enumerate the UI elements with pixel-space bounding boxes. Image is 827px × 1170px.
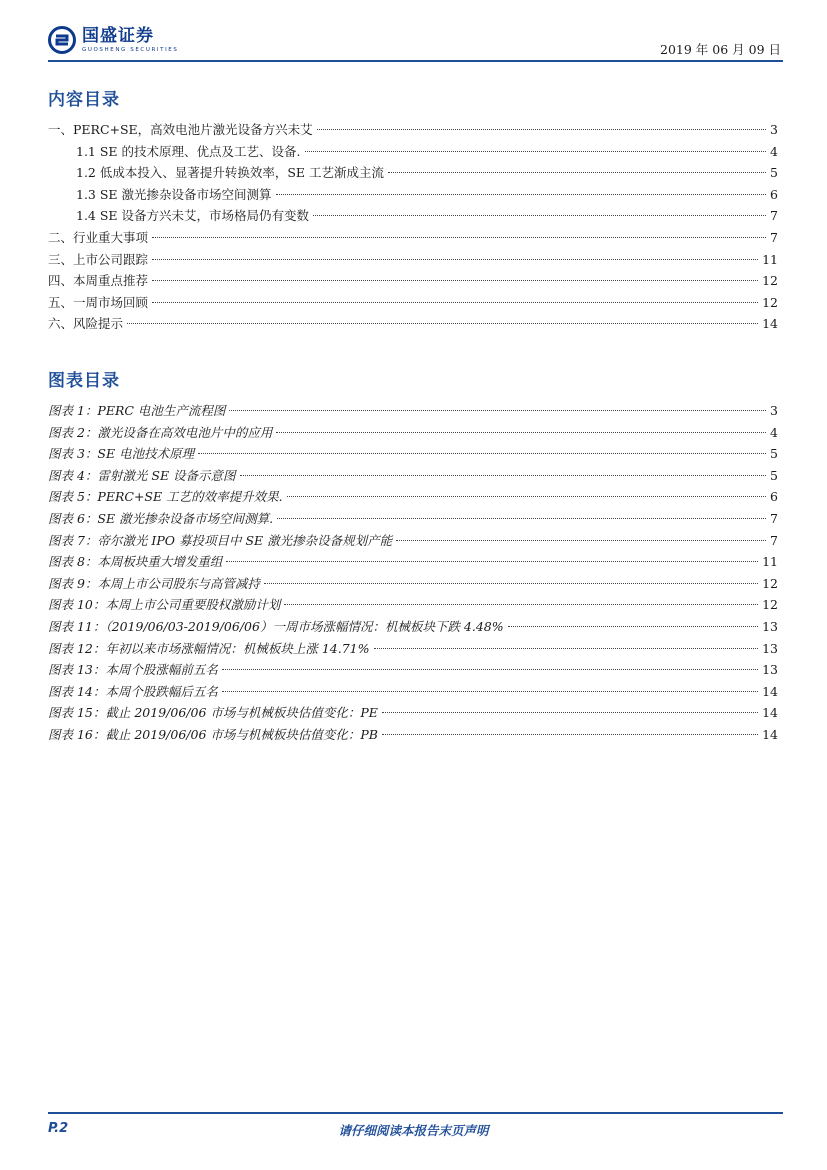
figure-entry-label: 图表 14：本周个股跌幅后五名: [48, 683, 218, 699]
figure-entry-label: 图表 11：（2019/06/03-2019/06/06）一周市场涨幅情况：机械板块下跌 4.48%: [48, 618, 504, 634]
figure-entry-page: 13: [762, 662, 778, 678]
figure-entry-label: 图表 9：本周上市公司股东与高管减持: [48, 575, 260, 591]
figure-entry-page: 14: [762, 705, 778, 721]
company-logo: [48, 26, 178, 54]
toc-entry-page: 14: [762, 316, 778, 332]
toc-entry[interactable]: [48, 184, 778, 206]
toc-entry[interactable]: [48, 249, 778, 271]
figure-entry-label: 图表 3：SE 电池技术原理: [48, 446, 195, 462]
figure-entry[interactable]: [48, 443, 778, 465]
figure-entry[interactable]: [48, 551, 778, 573]
dot-leader: [317, 129, 766, 130]
figure-entry-label: 图表 1：PERC 电池生产流程图: [48, 403, 226, 418]
toc-entry[interactable]: [48, 313, 778, 335]
dot-leader: [222, 669, 758, 670]
page-header: [48, 26, 783, 62]
toc-entry[interactable]: [48, 270, 778, 292]
toc-entry-label: 二、行业重大事项: [48, 229, 149, 245]
dot-leader: [374, 648, 759, 649]
figure-entry-page: 7: [770, 510, 778, 526]
toc-entry[interactable]: [48, 119, 778, 141]
toc-entry-page: 5: [770, 165, 778, 181]
dot-leader: [152, 259, 758, 260]
report-date: 2019 年 06 月 09 日: [660, 42, 781, 57]
logo-chinese-name: 国盛证券: [82, 26, 154, 46]
figure-entry-page: 14: [762, 726, 778, 742]
toc-entry[interactable]: [48, 205, 778, 227]
dot-leader: [287, 496, 767, 497]
figure-entry[interactable]: [48, 616, 778, 638]
figure-entry[interactable]: [48, 594, 778, 616]
figure-entry-label: 图表 4：雷射激光 SE 设备示意图: [48, 467, 236, 483]
toc-entry[interactable]: [48, 227, 778, 249]
toc-entry-label: 1.1 SE 的技术原理、优点及工艺、设备.: [76, 143, 301, 159]
figures-title: 图表目录: [48, 371, 120, 391]
dot-leader: [152, 280, 758, 281]
logo-mark-icon: [48, 26, 76, 54]
dot-leader: [388, 172, 766, 173]
dot-leader: [226, 561, 758, 562]
figure-entry[interactable]: [48, 724, 778, 746]
figure-entry-label: 图表 7：帝尔激光 IPO 募投项目中 SE 激光掺杂设备规划产能: [48, 532, 393, 548]
toc-entry-page: 6: [770, 186, 778, 202]
dot-leader: [222, 691, 758, 692]
figure-entry-page: 14: [762, 683, 778, 699]
toc-entry-page: 7: [770, 229, 778, 245]
dot-leader: [313, 215, 766, 216]
figure-entry[interactable]: [48, 465, 778, 487]
figure-entry[interactable]: [48, 508, 778, 530]
dot-leader: [264, 583, 758, 584]
toc-entry-label: 六、风险提示: [48, 316, 124, 332]
figure-entry[interactable]: [48, 422, 778, 444]
figure-entry-label: 图表 15：截止 2019/06/06 市场与机械板块估值变化：PE: [48, 705, 378, 721]
toc-entry[interactable]: [48, 141, 778, 163]
toc-entry-label: 五、一周市场回顾: [48, 294, 149, 310]
toc-entry-label: 一、PERC+SE，高效电池片激光设备方兴未艾: [48, 122, 313, 137]
dot-leader: [152, 302, 758, 303]
dot-leader: [284, 604, 758, 605]
toc-entry-label: 1.4 SE 设备方兴未艾，市场格局仍有变数: [76, 208, 310, 224]
toc-entry-label: 四、本周重点推荐: [48, 273, 149, 289]
footer-divider: [48, 1112, 783, 1114]
toc-entry-page: 3: [770, 122, 778, 137]
figure-entry[interactable]: [48, 486, 778, 508]
dot-leader: [240, 475, 766, 476]
figure-entry[interactable]: [48, 702, 778, 724]
toc-entry-label: 三、上市公司跟踪: [48, 251, 149, 267]
dot-leader: [382, 734, 758, 735]
figure-entry[interactable]: [48, 400, 778, 422]
figure-entry-label: 图表 8：本周板块重大增发重组: [48, 554, 223, 570]
toc-entry[interactable]: [48, 162, 778, 184]
contents-list: [48, 119, 778, 335]
toc-entry-label: 1.2 低成本投入、显著提升转换效率，SE 工艺渐成主流: [76, 165, 385, 181]
figure-entry-page: 3: [770, 403, 778, 418]
toc-entry-page: 12: [762, 273, 778, 289]
dot-leader: [382, 712, 758, 713]
figure-entry[interactable]: [48, 659, 778, 681]
toc-entry-label: 1.3 SE 激光掺杂设备市场空间测算: [76, 186, 272, 202]
dot-leader: [152, 237, 766, 238]
dot-leader: [276, 432, 766, 433]
dot-leader: [127, 323, 758, 324]
dot-leader: [396, 540, 766, 541]
figure-entry[interactable]: [48, 573, 778, 595]
figures-list: [48, 400, 778, 746]
dot-leader: [305, 151, 767, 152]
figure-entry-page: 13: [762, 640, 778, 656]
dot-leader: [198, 453, 766, 454]
toc-entry-page: 11: [762, 251, 778, 267]
figure-entry-page: 6: [770, 489, 778, 505]
dot-leader: [508, 626, 758, 627]
figure-entry-label: 图表 2：激光设备在高效电池片中的应用: [48, 424, 273, 440]
dot-leader: [277, 518, 766, 519]
figure-entry-label: 图表 5：PERC+SE 工艺的效率提升效果.: [48, 489, 283, 505]
figure-entry-page: 12: [762, 597, 778, 613]
figure-entry-page: 5: [770, 467, 778, 483]
dot-leader: [229, 410, 766, 411]
figure-entry-label: 图表 16：截止 2019/06/06 市场与机械板块估值变化：PB: [48, 726, 378, 742]
figure-entry-label: 图表 13：本周个股涨幅前五名: [48, 662, 218, 678]
page-number: P.2: [48, 1121, 69, 1136]
contents-title: 内容目录: [48, 90, 120, 110]
disclaimer-notice: 请仔细阅读本报告末页声明: [338, 1123, 489, 1138]
figure-entry-label: 图表 12：年初以来市场涨幅情况：机械板块上涨 14.71%: [48, 640, 370, 656]
figure-entry-label: 图表 6：SE 激光掺杂设备市场空间测算.: [48, 510, 274, 526]
toc-entry-page: 12: [762, 294, 778, 310]
figure-entry[interactable]: [48, 681, 778, 703]
figure-entry-page: 11: [762, 554, 778, 570]
dot-leader: [276, 194, 767, 195]
toc-entry-page: 4: [770, 143, 778, 159]
toc-entry-page: 7: [770, 208, 778, 224]
figure-entry-page: 12: [762, 575, 778, 591]
figure-entry-page: 5: [770, 446, 778, 462]
figure-entry[interactable]: [48, 530, 778, 552]
figure-entry-page: 13: [762, 618, 778, 634]
logo-english-name: GUOSHENG SECURITIES: [82, 47, 179, 53]
figure-entry-label: 图表 10：本周上市公司重要股权激励计划: [48, 597, 281, 613]
figure-entry-page: 4: [770, 424, 778, 440]
figure-entry-page: 7: [770, 532, 778, 548]
figure-entry[interactable]: [48, 638, 778, 660]
header-divider: [48, 60, 783, 62]
toc-entry[interactable]: [48, 292, 778, 314]
